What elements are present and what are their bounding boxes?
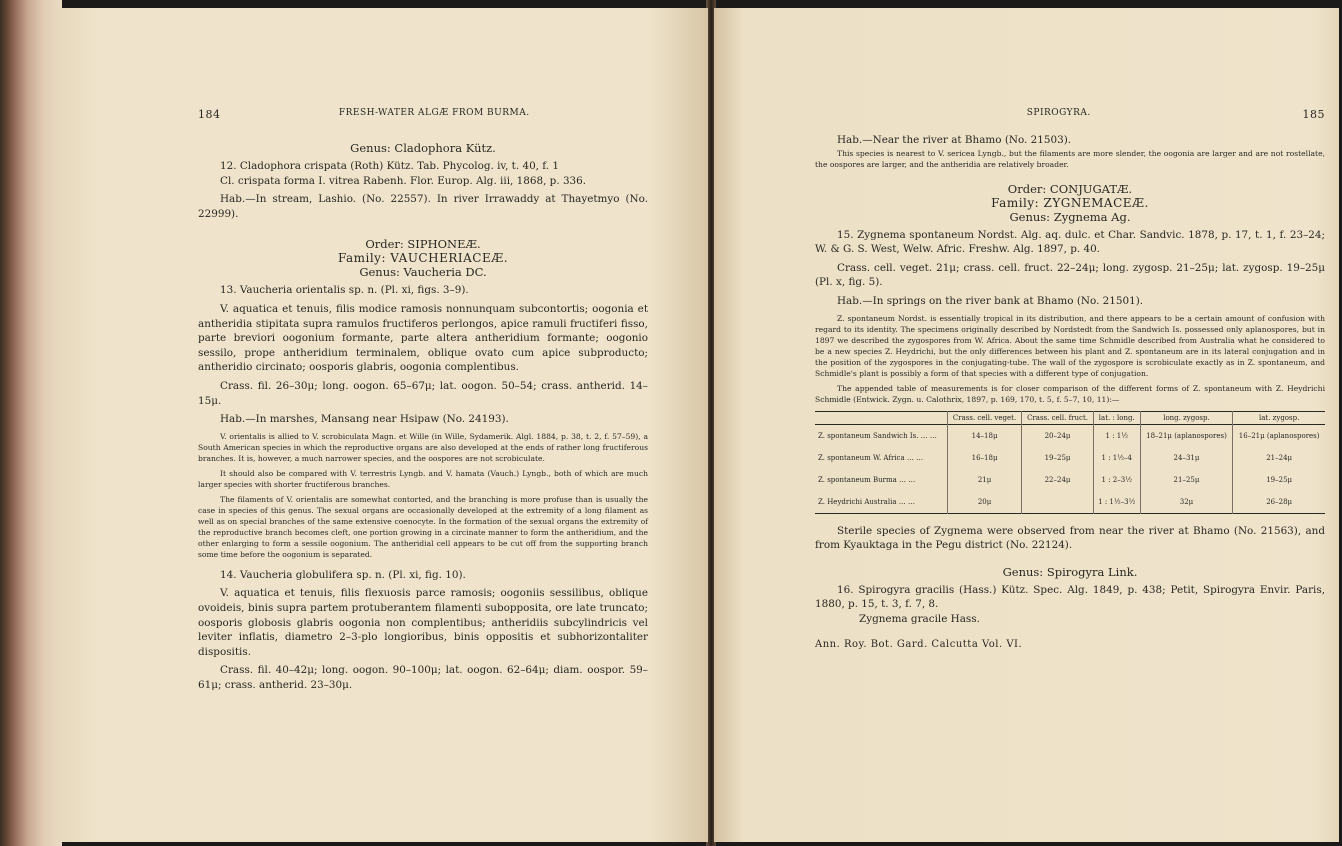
table-cell bbox=[1022, 491, 1094, 514]
left-page-number: 184 bbox=[198, 108, 221, 121]
table-cell: 21–25μ bbox=[1140, 469, 1233, 491]
table-cell: 32μ bbox=[1140, 491, 1233, 514]
left-header-title: FRESH-WATER ALGÆ FROM BURMA. bbox=[338, 108, 530, 118]
species-12-title: 12. Cladophora crispata (Roth) Kütz. Tab. Phycolog. iv, t. 40, f. 1 bbox=[220, 160, 559, 172]
right-page-number: 185 bbox=[1302, 108, 1325, 121]
table-cell: Z. Heydrichi Australia … … bbox=[818, 497, 915, 506]
right-header-title: SPIROGYRA. bbox=[1026, 108, 1091, 118]
family-heading: Family: ZYGNEMACEÆ. bbox=[991, 195, 1149, 210]
table-header-cell: lat. zygosp. bbox=[1233, 411, 1325, 424]
table-cell: 24–31μ bbox=[1140, 447, 1233, 469]
genus-heading: Genus: Zygnema Ag. bbox=[1009, 209, 1131, 224]
left-running-head bbox=[198, 108, 648, 121]
table-cell: 18–21μ (aplanospores) bbox=[1140, 424, 1233, 447]
species-15-measurements: Crass. cell. veget. 21μ; crass. cell. fruct. 22–24μ; long. zygosp. 21–25μ; lat. zygosp. 19–25μ (Pl. x, fig. 5). bbox=[815, 261, 1325, 289]
table-cell: Z. spontaneum Burma … … bbox=[818, 475, 916, 484]
table-cell: Z. spontaneum W. Africa … … bbox=[818, 453, 924, 462]
species-13-title: 13. Vaucheria orientalis sp. n. (Pl. xi, figs. 3–9). bbox=[220, 284, 469, 297]
table-row bbox=[815, 491, 1325, 514]
table-cell: 20μ bbox=[947, 491, 1021, 514]
book-edge bbox=[0, 0, 62, 846]
species-12-reference: Cl. crispata forma I. vitrea Rabenh. Flor. Europ. Alg. iii, 1868, p. 336. bbox=[220, 174, 587, 187]
table-cell: 22–24μ bbox=[1022, 469, 1094, 491]
table-row bbox=[815, 447, 1325, 469]
species-15-title: 15. Zygnema spontaneum Nordst. Alg. aq. dulc. et Char. Sandvic. 1878, p. 17, t. 1, f. 23–24; W. & G. S. West, Welw. Afric. Freshw. Alg. 1897, p. 40. bbox=[815, 228, 1325, 256]
genus-heading: Genus: Cladophora Kütz. bbox=[350, 141, 496, 155]
species-16-title: 16. Spirogyra gracilis (Hass.) Kütz. Spec. Alg. 1849, p. 438; Petit, Spirogyra Envir. Paris, 1880, p. 15, t. 3, f. 7, 8. bbox=[815, 583, 1325, 611]
table-header-cell: Crass. cell. veget. bbox=[947, 411, 1021, 424]
table-cell: 1 : 1½–4 bbox=[1093, 447, 1140, 469]
species-13-note: The filaments of V. orientalis are somewhat contorted, and the branching is more profuse than is usually the case in species of this genus. The sexual organs are occasionally developed at the extremity of a long filament as well as on special branches of the same extensive coenocyte. In the formation of the sexual organs the extremity of the reproductive branch becomes cleft, one portion growing in a circinate manner to form the antheridium, and the other enlarging to form a sessile oogonium. The antheridial cell appears to be cut off from the supporting branch some time before the oogonium is separated. bbox=[198, 494, 648, 559]
table-row bbox=[815, 469, 1325, 491]
species-13-measurements: Crass. fil. 26–30μ; long. oogon. 65–67μ; lat. oogon. 50–54; crass. antherid. 14–15μ. bbox=[198, 379, 648, 407]
species-15-note: Z. spontaneum Nordst. is essentially tropical in its distribution, and there appears to be a certain amount of confusion with regard to its identity. The specimens originally described by Nordstedt from the Sandwich Is. possessed only aplanospores, but in 1897 we described the zygospores from W. Africa. About the same time Schmidle described from Australia what he considered to be a new species Z. Heydrichi, but the only differences between his plant and Z. spontaneum are in its lateral conjugation and in the position of the zygospores in the conjugating-tube. The wall of the zygospore is scrobiculate exactly as in Z. spontaneum, and Schmidle's plant is possibly a form of that species with a different type of conjugation. bbox=[815, 313, 1325, 378]
table-cell: 21μ bbox=[947, 469, 1021, 491]
species-14-measurements: Crass. fil. 40–42μ; long. oogon. 90–100μ; lat. oogon. 62–64μ; diam. oospor. 59–61μ; crass. antherid. 23–30μ. bbox=[198, 664, 648, 691]
species-14-title: 14. Vaucheria globulifera sp. n. (Pl. xi, fig. 10). bbox=[220, 568, 466, 581]
habitat-top: Hab.—Near the river at Bhamo (No. 21503). bbox=[837, 134, 1072, 146]
table-cell: 16–18μ bbox=[947, 447, 1021, 469]
family-heading: Family: VAUCHERIACEÆ. bbox=[337, 251, 509, 266]
measurement-table bbox=[815, 411, 1325, 514]
species-note-top: This species is nearest to V. sericea Lyngb., but the filaments are more slender, the oogonia are larger and are not rostellate, the oospores are larger, and the antheridia are relatively broader. bbox=[815, 148, 1325, 169]
species-13-diagnosis: V. aquatica et tenuis, filis modice ramosis nonnunquam subcontortis; oogonia et antheridia stipitata supra ramulos fructiferos perlongos, apice ramuli fructiferi fisso, parte breviori oogonium formante, parte altera antheridium formante; oogonio sessilo, prope antheridium terminalem, oblique ovato cum apice subproducto; antheridio circinato; oosporis glabris, oogonia complentibus. bbox=[198, 302, 648, 374]
table-cell: 1 : 1½ bbox=[1093, 424, 1140, 447]
species-13-note: V. orientalis is allied to V. scrobiculata Magn. et Wille (in Wille, Sydamerik. Algl. 1884, p. 38, t. 2, f. 57–59), a South American species in which the reproductive organs are also developed at the ends of rather long fructiferous branches. It is, however, a much narrower species, and the oospores are not scrobiculate. bbox=[198, 431, 648, 463]
table-cell: 16–21μ (aplanospores) bbox=[1233, 424, 1325, 447]
left-page-content bbox=[198, 108, 648, 692]
right-page bbox=[714, 8, 1339, 842]
table-cell: 20–24μ bbox=[1022, 424, 1094, 447]
table-cell: 26–28μ bbox=[1233, 491, 1325, 514]
species-15-note: The appended table of measurements is for closer comparison of the different forms of Z. spontaneum with Z. Heydrichi Schmidle (Entwick. Zygn. u. Calothrix, 1897, p. 169, 170, t. 5, f. 5–7, 10, 11):— bbox=[815, 383, 1325, 404]
table-header-cell bbox=[815, 411, 947, 424]
table-header-cell: lat. : long. bbox=[1093, 411, 1140, 424]
genus-heading: Genus: Vaucheria DC. bbox=[359, 265, 487, 280]
sterile-species-note: Sterile species of Zygnema were observed from near the river at Bhamo (No. 21563), and from Kyauktaga in the Pegu district (No. 22124). bbox=[815, 524, 1325, 552]
species-14-diagnosis: V. aquatica et tenuis, filis flexuosis parce ramosis; oogoniis sessilibus, oblique ovoideis, binis supra partem protuberantem filamenti subopposita, ore late truncato; oosporis globosis glabris oogonia non complentibus; antheridiis subcylindricis vel leviter inflatis, diametro 2–3-plo longioribus, binis oppositis et subhorizontaliter dispositis. bbox=[198, 587, 648, 658]
table-row bbox=[815, 424, 1325, 447]
page-footer: Ann. Roy. Bot. Gard. Calcutta Vol. VI. bbox=[815, 638, 1023, 650]
table-cell: Z. spontaneum Sandwich Is. … … bbox=[818, 431, 937, 440]
table-cell: 21–24μ bbox=[1233, 447, 1325, 469]
species-13-note: It should also be compared with V. terrestris Lyngb. and V. hamata (Vauch.) Lyngb., both of which are much larger species with shorter fructiferous branches. bbox=[198, 468, 648, 489]
species-12-habitat: Hab.—In stream, Lashio. (No. 22557). In river Irrawaddy at Thayetmyo (No. 22999). bbox=[198, 193, 648, 220]
left-page bbox=[58, 8, 708, 842]
order-heading: Order: CONJUGATÆ. bbox=[1007, 181, 1133, 196]
order-heading: Order: SIPHONEÆ. bbox=[365, 237, 481, 252]
table-cell: 1 : 2–3½ bbox=[1093, 469, 1140, 491]
table-cell: 19–25μ bbox=[1022, 447, 1094, 469]
right-running-head bbox=[815, 108, 1325, 121]
table-header-cell: Crass. cell. fruct. bbox=[1022, 411, 1094, 424]
table-header-row bbox=[815, 411, 1325, 424]
genus-heading: Genus: Spirogyra Link. bbox=[1002, 564, 1138, 579]
table-header-cell: long. zygosp. bbox=[1140, 411, 1233, 424]
right-page-content bbox=[815, 108, 1325, 650]
table-cell: 19–25μ bbox=[1233, 469, 1325, 491]
species-15-habitat: Hab.—In springs on the river bank at Bhamo (No. 21501). bbox=[837, 294, 1144, 307]
species-16-synonym: Zygnema gracile Hass. bbox=[859, 612, 980, 625]
table-cell: 1 : 1½–3½ bbox=[1093, 491, 1140, 514]
table-cell: 14–18μ bbox=[947, 424, 1021, 447]
species-13-habitat: Hab.—In marshes, Mansang near Hsipaw (No. 24193). bbox=[220, 413, 509, 426]
